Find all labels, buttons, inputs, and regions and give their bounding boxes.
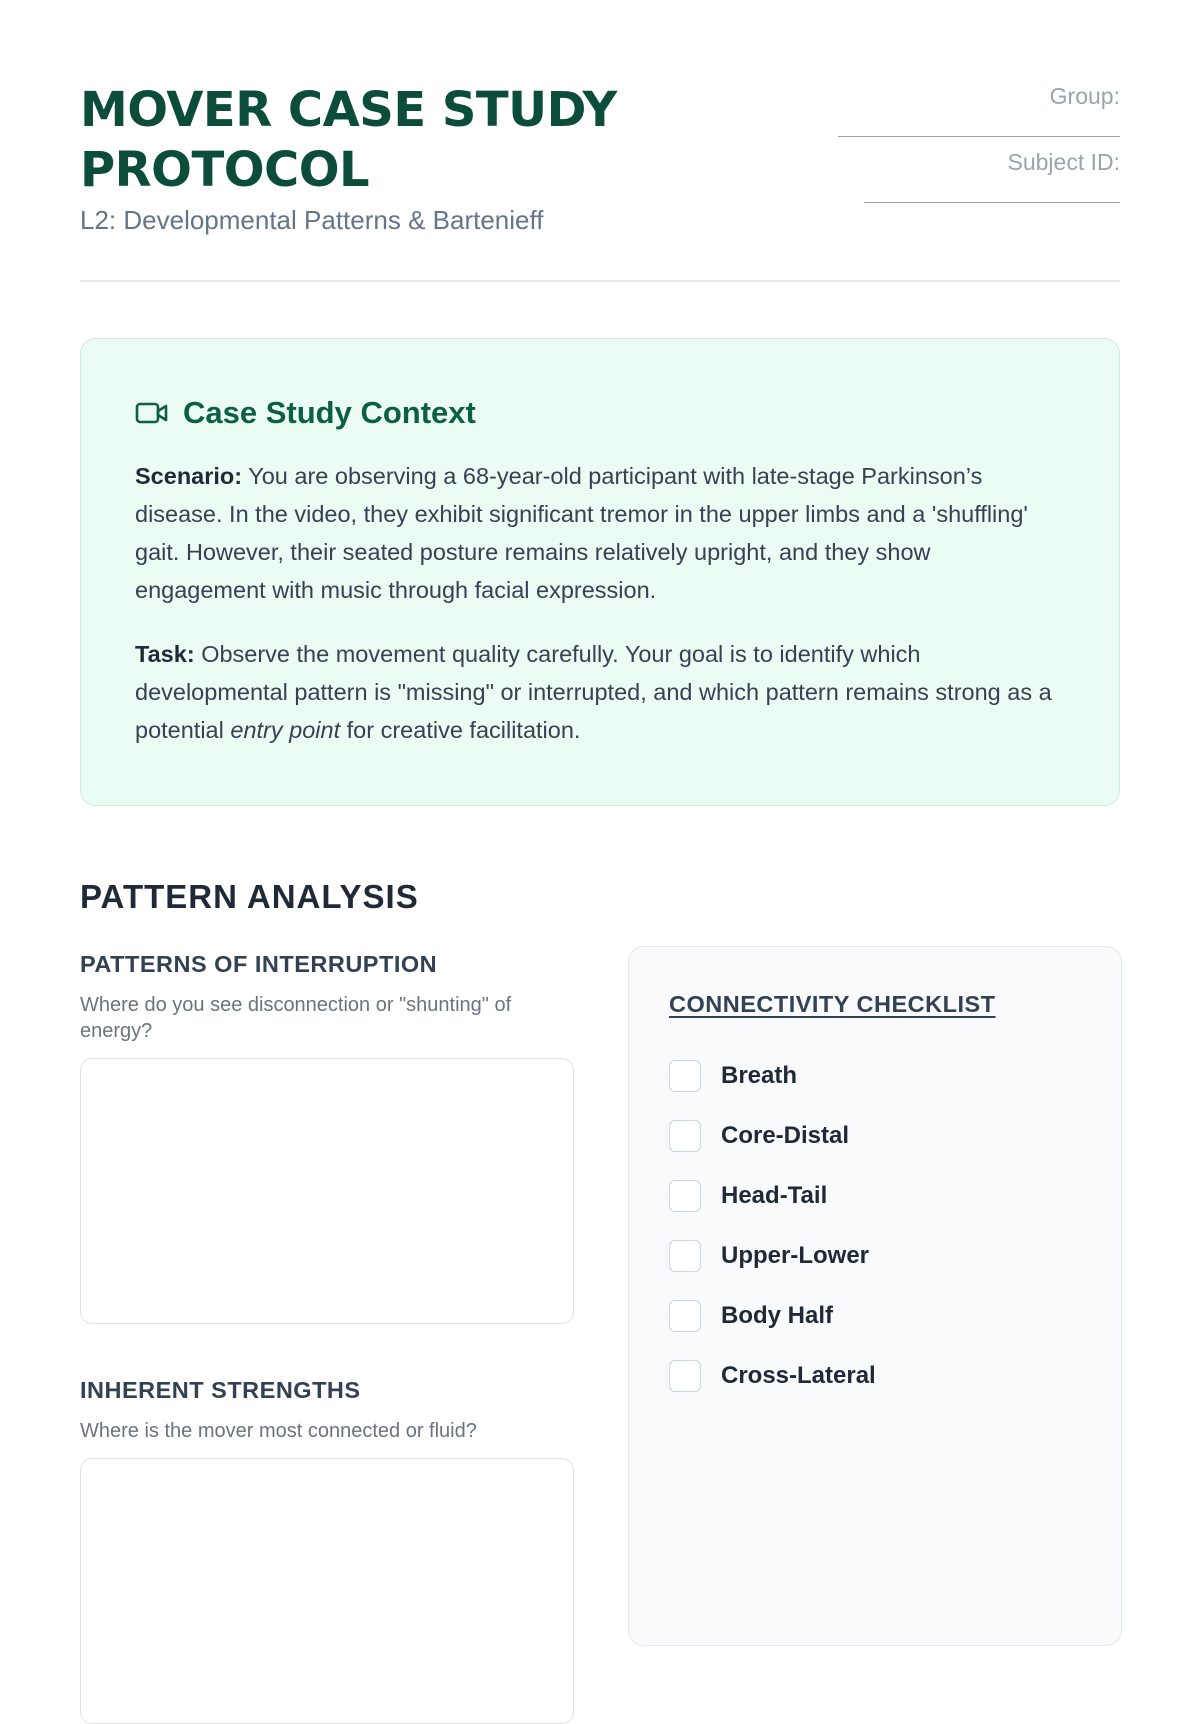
- task-emphasis: entry point: [230, 717, 341, 743]
- case-study-context-box: [80, 338, 1120, 806]
- interruption-block: [80, 950, 574, 1324]
- meta-fields: [820, 82, 1120, 214]
- task-text-1: Observe the movement quality carefully. Your goal is to identify which developmental pattern is "missing" or interrupted, and which pattern remains strong as a potential: [135, 641, 1052, 743]
- scenario-paragraph: [135, 457, 1065, 609]
- checklist-title: CONNECTIVITY CHECKLIST: [669, 991, 996, 1017]
- task-label: Task:: [135, 641, 195, 667]
- subject-id-label: Subject ID:: [1007, 149, 1120, 175]
- group-field[interactable]: [820, 82, 1120, 148]
- interruption-textarea[interactable]: [80, 1058, 574, 1324]
- checklist-label: Head-Tail: [721, 1182, 828, 1209]
- interruption-prompt: Where do you see disconnection or "shunting" of energy?: [80, 994, 512, 1042]
- checkbox[interactable]: [669, 1240, 701, 1272]
- checkbox[interactable]: [669, 1060, 701, 1092]
- checklist-item-head-tail[interactable]: [669, 1166, 1081, 1226]
- checklist-label: Cross-Lateral: [721, 1362, 876, 1389]
- checklist-label: Body Half: [721, 1302, 834, 1329]
- checklist-label: Upper-Lower: [721, 1242, 870, 1269]
- checkbox[interactable]: [669, 1180, 701, 1212]
- page-title: MOVER CASE STUDY PROTOCOL: [80, 82, 617, 198]
- connectivity-checklist: [628, 946, 1122, 1646]
- pattern-analysis-title: PATTERN ANALYSIS: [80, 878, 419, 915]
- checklist-item-body-half[interactable]: [669, 1286, 1081, 1346]
- subject-id-field[interactable]: [820, 148, 1120, 214]
- header-divider: [80, 280, 1120, 282]
- checklist-item-breath[interactable]: [669, 1046, 1081, 1106]
- checklist-label: Core-Distal: [721, 1122, 850, 1149]
- context-heading: [135, 395, 1065, 431]
- strengths-prompt: Where is the mover most connected or fluid?: [80, 1420, 477, 1442]
- page-header: [80, 0, 1120, 282]
- strengths-heading: INHERENT STRENGTHS: [80, 1377, 361, 1403]
- group-label: Group:: [1049, 83, 1120, 109]
- checkbox[interactable]: [669, 1300, 701, 1332]
- video-camera-icon: [135, 401, 169, 425]
- checklist-item-cross-lateral[interactable]: [669, 1346, 1081, 1406]
- strengths-textarea[interactable]: [80, 1458, 574, 1724]
- page-subtitle: L2: Developmental Patterns & Bartenieff: [80, 205, 544, 235]
- checkbox[interactable]: [669, 1120, 701, 1152]
- analysis-fields: [80, 950, 574, 1724]
- strengths-block: [80, 1376, 574, 1724]
- scenario-label: Scenario:: [135, 463, 243, 489]
- group-underline: [838, 136, 1120, 137]
- checklist-label: Breath: [721, 1062, 798, 1089]
- checkbox[interactable]: [669, 1360, 701, 1392]
- task-paragraph: [135, 635, 1065, 749]
- task-text-2: for creative facilitation.: [346, 717, 581, 743]
- scenario-text: You are observing a 68-year-old participant with late-stage Parkinson’s disease. In the video, they exhibit significant tremor in the upper limbs and a 'shuffling' gait. However, their seated posture remains relatively upright, and they show engagement with music through facial expression.: [135, 463, 1028, 603]
- checklist-item-upper-lower[interactable]: [669, 1226, 1081, 1286]
- checklist-item-core-distal[interactable]: [669, 1106, 1081, 1166]
- subject-id-underline: [864, 202, 1120, 203]
- interruption-heading: PATTERNS OF INTERRUPTION: [80, 951, 438, 977]
- context-title: Case Study Context: [183, 395, 476, 430]
